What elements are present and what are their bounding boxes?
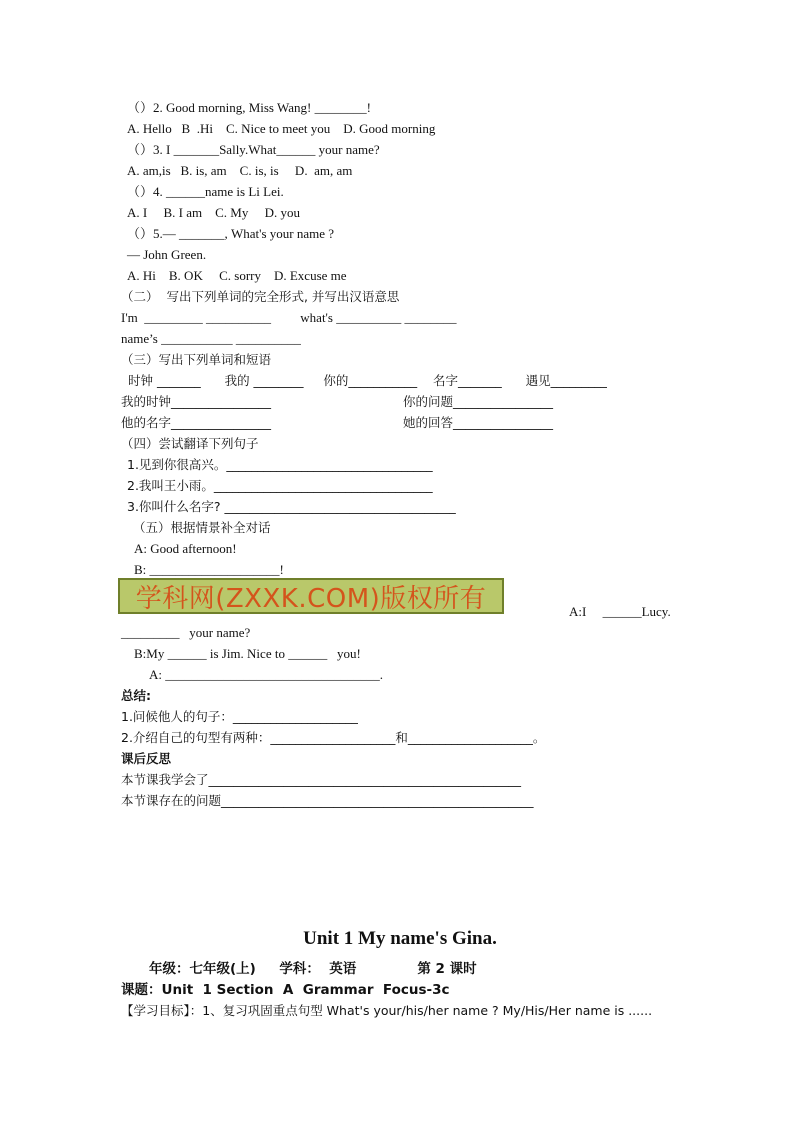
- dialog-a-2: A:I ______Lucy.: [569, 604, 671, 619]
- dialog-a-1: A: Good afternoon!: [134, 541, 237, 556]
- section-3-line-1: 时钟 _______ 我的 ________ 你的___________ 名字_______ 遇见_________: [128, 373, 607, 388]
- summary-item-2: 2.介绍自己的句型有两种：____________________和____________________。: [121, 730, 546, 745]
- section-3-left-1: 我的时钟________________: [121, 394, 272, 409]
- section-3-right-1: 你的问题________________: [403, 394, 554, 409]
- question-5-options: A. Hi B. OK C. sorry D. Excuse me: [127, 268, 347, 283]
- section-2-line-2: name’s ___________ __________: [121, 331, 301, 346]
- question-5-answer: — John Green.: [127, 247, 207, 262]
- question-4-options: A. I B. I am C. My D. you: [127, 205, 300, 220]
- question-3: （）3. I _______Sally.What______ your name?: [127, 142, 380, 157]
- lesson-grade-line: 年级：七年级(上) 学科： 英语 第 2 课时: [149, 961, 477, 977]
- section-3-right-2: 她的回答________________: [403, 415, 554, 430]
- section-3-left-2: 他的名字________________: [121, 415, 272, 430]
- lesson-title: Unit 1 My name's Gina.: [303, 928, 497, 949]
- question-2: （）2. Good morning, Miss Wang! ________!: [127, 100, 371, 115]
- lesson-objective: 【学习目标】：1、复习巩固重点句型 What's your/his/her name ? My/His/Her name is ......: [121, 1003, 653, 1018]
- section-2-heading: （二） 写出下列单词的完全形式, 并写出汉语意思: [121, 289, 400, 304]
- question-5: （）5.— _______, What's your name ?: [127, 226, 335, 241]
- copyright-watermark: 学科网(ZXXK.COM)版权所有: [118, 578, 504, 614]
- section-5-heading: （五）根据情景补全对话: [133, 520, 271, 535]
- reflection-heading: 课后反思: [121, 751, 172, 766]
- summary-item-1: 1.问候他人的句子：____________________: [121, 709, 358, 724]
- lesson-topic: 课题：Unit 1 Section A Grammar Focus-3c: [121, 982, 450, 998]
- section-4-sentence-2: 2.我叫王小雨。___________________________________: [127, 478, 433, 493]
- question-3-options: A. am,is B. is, am C. is, is D. am, am: [127, 163, 353, 178]
- dialog-a-3: A: _________________________________.: [149, 667, 383, 682]
- question-2-options: A. Hello B .Hi C. Nice to meet you D. Good morning: [127, 121, 436, 136]
- question-4: （）4. ______name is Li Lei.: [127, 184, 284, 199]
- dialog-b-1: B: ____________________!: [134, 562, 284, 577]
- section-2-line-1: I'm _________ __________ what's __________ ________: [121, 310, 457, 325]
- summary-heading: 总结:: [121, 688, 151, 703]
- section-4-sentence-3: 3.你叫什么名字? _____________________________________: [127, 499, 456, 514]
- dialog-b-2: B:My ______ is Jim. Nice to ______ you!: [134, 646, 361, 661]
- dialog-a-2-continued: _________ your name?: [121, 625, 251, 640]
- section-3-heading: （三）写出下列单词和短语: [121, 352, 272, 367]
- section-4-heading: （四）尝试翻译下列句子: [121, 436, 259, 451]
- reflection-item-1: 本节课我学会了__________________________________________________: [121, 772, 522, 787]
- reflection-item-2: 本节课存在的问题__________________________________________________: [121, 793, 534, 808]
- section-4-sentence-1: 1.见到你很高兴。_________________________________: [127, 457, 433, 472]
